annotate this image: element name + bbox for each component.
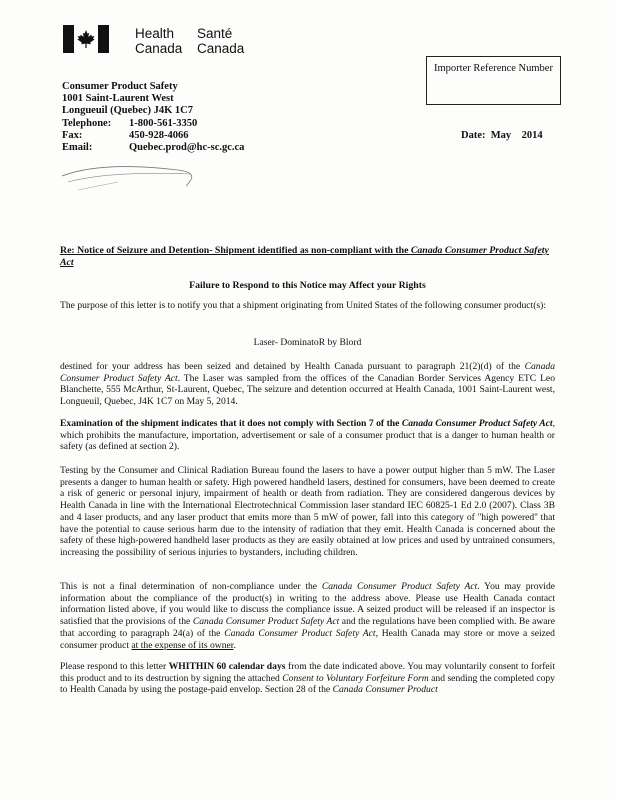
sender-address: Consumer Product Safety 1001 Saint-Laurent West Longueuil (Quebec) J4K 1C7 Telephone: 1-800-561-3350 Fax: 450-928-4066 Email: Quebec.prod@hc-sc.gc.ca: [62, 81, 245, 154]
letter-date: Date: May 2014: [461, 130, 543, 141]
paragraph-testing: Testing by the Consumer and Clinical Radiation Bureau found the lasers to have a power output higher than 5 mW. The Laser presents a danger to human health or safety. High powered handheld lasers, destined for consumers, have been deemed to create a risk of generic or personal injury, impairment of health or death from radiation. They are considered dangerous devices by Health Canada in line with the International Electrotechnical Commission laser standard IEC 60825-1 Ed 2.0 (2007). Class 3B and 4 laser products, and any laser product that emits more than 5 mW of power, fall into this category of ''high powered'' that have the potential to cause serious harm due to the intensity of radiation that they emit. Health Canada is concerned about the safety of these high-powered handheld laser products as they are easily obtained at low prices and used by untrained consumers, increasing the possibility of serious injuries to bystanders, including children.: [60, 465, 555, 558]
paragraph-purpose: The purpose of this letter is to notify you that a shipment originating from United States of the following consumer product(s):: [60, 300, 546, 311]
product-name: Laser- DominatoR by Blord: [253, 337, 362, 348]
canada-flag-logo: [63, 25, 109, 53]
paragraph-compliance: This is not a final determination of non-compliance under the Canada Consumer Product Safety Act. You may provide information about the compliance of the product(s) in writing to the address above. Please use Health Canada contact information listed above, if you would like to discuss the compliance issue. A seized product will be released if an inspector is satisfied that the provisions of the Canada Consumer Product Safety Act and the regulations have been complied with. Be aware that according to paragraph 24(a) of the Canada Consumer Product Safety Act, Health Canada may store or move a seized consumer product at the expense of its owner.: [60, 581, 556, 651]
importer-reference-box: [426, 56, 561, 105]
warning-heading: Failure to Respond to this Notice may Affect your Rights: [189, 280, 426, 291]
department-name-en: Health Canada: [135, 26, 183, 56]
email-address: Quebec.prod@hc-sc.gc.ca: [129, 142, 245, 154]
importer-reference-label: Importer Reference Number: [434, 63, 553, 74]
paragraph-examination: Examination of the shipment indicates that it does not comply with Section 7 of the Canada Consumer Product Safety Act, which prohibits the manufacture, importation, advertisement or sale of a consumer product that is a danger to human health or safety (as defined at section 2).: [60, 418, 555, 453]
fax-number: 450-928-4066: [129, 129, 189, 141]
maple-leaf-icon: [76, 29, 96, 49]
subject-line: Re: Notice of Seizure and Detention- Shipment identified as non-compliant with the Canada Consumer Product Safety Act: [60, 245, 549, 268]
paragraph-seizure: destined for your address has been seized and detained by Health Canada pursuant to paragraph 21(2)(d) of the Canada Consumer Product Safety Act. The Laser was sampled from the offices of the Canadian Border Services Agency ETC Leo Blanchette, 555 McArthur, St-Laurent, Quebec, The seizure and detention occurred at Health Canada, 1001 Saint-Laurent west, Longueuil, Quebec, J4K 1C7 on May 5, 2014.: [60, 361, 555, 408]
paragraph-respond: Please respond to this letter WHITHIN 60 calendar days from the date indicated above. You may voluntarily consent to forfeit this product and to its destruction by signing the attached Consent to Voluntary Forfeiture Form and sending the completed copy to Health Canada by using the postage-paid envelop. Section 28 of the Canada Consumer Product: [60, 661, 555, 696]
department-name-fr: Santé Canada: [197, 26, 245, 56]
handwritten-scribble: [58, 160, 218, 194]
telephone-number: 1-800-561-3350: [129, 117, 198, 129]
